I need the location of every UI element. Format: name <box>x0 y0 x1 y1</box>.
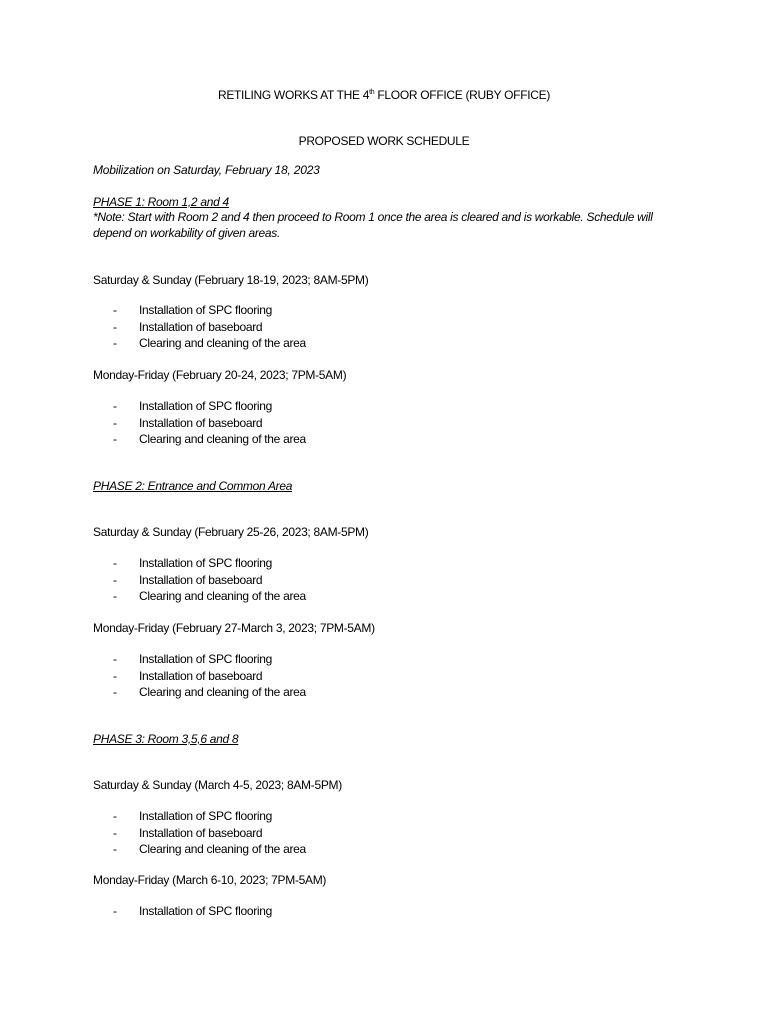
task-text: Installation of baseboard <box>139 319 263 334</box>
task-item <box>113 588 306 605</box>
task-item <box>113 572 306 589</box>
list-marker: - <box>113 399 117 413</box>
task-item <box>113 841 306 858</box>
task-item <box>113 335 306 352</box>
phase-1-schedule-1-tasks <box>113 302 306 352</box>
list-marker: - <box>113 303 117 317</box>
list-marker: - <box>113 319 117 334</box>
title-text-end: FLOOR OFFICE (RUBY OFFICE) <box>374 88 551 102</box>
task-item <box>113 808 306 825</box>
task-text: Installation of SPC flooring <box>139 652 273 666</box>
task-item <box>113 903 272 920</box>
task-item <box>113 319 306 336</box>
phase-3-title: PHASE 3: Room 3,5,6 and 8 <box>93 732 239 746</box>
task-item <box>113 668 306 685</box>
task-text: Clearing and cleaning of the area <box>139 589 306 603</box>
task-text: Clearing and cleaning of the area <box>139 336 306 350</box>
task-item <box>113 431 306 448</box>
list-marker: - <box>113 432 117 446</box>
task-text: Installation of SPC flooring <box>139 904 273 918</box>
list-marker: - <box>113 668 117 683</box>
phase-3-schedule-2-tasks <box>113 903 272 920</box>
task-item <box>113 825 306 842</box>
phase-2-schedule-2-tasks <box>113 651 306 701</box>
phase-3-schedule-1-heading: Saturday & Sunday (March 4-5, 2023; 8AM-5PM) <box>93 778 342 792</box>
task-text: Installation of baseboard <box>139 572 263 587</box>
list-marker: - <box>113 652 117 666</box>
phase-1-title: PHASE 1: Room 1,2 and 4 <box>93 195 229 209</box>
list-marker: - <box>113 685 117 699</box>
document-subtitle: PROPOSED WORK SCHEDULE <box>298 134 470 148</box>
task-text: Installation of baseboard <box>139 825 263 840</box>
document-title <box>0 87 768 103</box>
title-text-start: RETILING WORKS AT THE 4 <box>217 88 370 102</box>
list-marker: - <box>113 415 117 430</box>
list-marker: - <box>113 904 117 918</box>
list-marker: - <box>113 842 117 856</box>
task-text: Clearing and cleaning of the area <box>139 842 306 856</box>
task-item <box>113 555 306 572</box>
phase-2-schedule-1-tasks <box>113 555 306 605</box>
task-text: Clearing and cleaning of the area <box>139 685 306 699</box>
task-text: Installation of SPC flooring <box>139 399 273 413</box>
phase-2-schedule-1-heading: Saturday & Sunday (February 25-26, 2023; 8AM-5PM) <box>93 525 369 539</box>
phase-2-title: PHASE 2: Entrance and Common Area <box>93 479 293 493</box>
phase-2-schedule-2-heading: Monday-Friday (February 27-March 3, 2023; 7PM-5AM) <box>93 621 375 635</box>
list-marker: - <box>113 825 117 840</box>
mobilization-date: Mobilization on Saturday, February 18, 2023 <box>93 163 320 177</box>
phase-3-schedule-1-tasks <box>113 808 306 858</box>
task-item <box>113 415 306 432</box>
phase-1-schedule-2-tasks <box>113 398 306 448</box>
title-ordinal-suffix: th <box>369 89 375 96</box>
task-text: Installation of SPC flooring <box>139 303 273 317</box>
task-item <box>113 684 306 701</box>
task-text: Installation of baseboard <box>139 668 263 683</box>
task-text: Installation of baseboard <box>139 415 263 430</box>
phase-1-note: *Note: Start with Room 2 and 4 then proceed to Room 1 once the area is cleared and is workable. Schedule will depend on workability of given areas. <box>93 210 653 240</box>
task-item <box>113 302 306 319</box>
task-text: Clearing and cleaning of the area <box>139 432 306 446</box>
phase-1-schedule-1-heading: Saturday & Sunday (February 18-19, 2023; 8AM-5PM) <box>93 273 369 287</box>
phase-1-schedule-2-heading: Monday-Friday (February 20-24, 2023; 7PM-5AM) <box>93 368 347 382</box>
phase-3-schedule-2-heading: Monday-Friday (March 6-10, 2023; 7PM-5AM) <box>93 873 327 887</box>
list-marker: - <box>113 589 117 603</box>
list-marker: - <box>113 556 117 570</box>
list-marker: - <box>113 572 117 587</box>
task-text: Installation of SPC flooring <box>139 809 273 823</box>
task-text: Installation of SPC flooring <box>139 556 273 570</box>
task-item <box>113 398 306 415</box>
list-marker: - <box>113 809 117 823</box>
task-item <box>113 651 306 668</box>
list-marker: - <box>113 336 117 350</box>
